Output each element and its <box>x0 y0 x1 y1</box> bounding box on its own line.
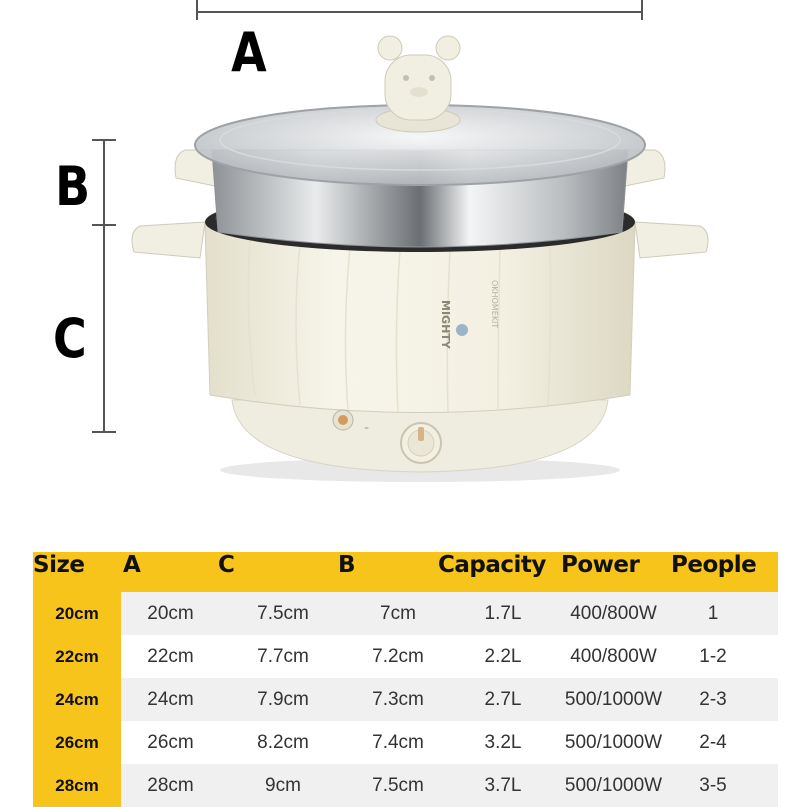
dimension-bc-line <box>92 140 116 432</box>
dimension-a-label: A <box>231 21 267 84</box>
cell-size: 20cm <box>33 592 121 635</box>
cell-c: 9cm <box>265 774 301 796</box>
header-capacity: Capacity <box>438 552 546 578</box>
dimension-b-label: B <box>55 155 91 218</box>
cell-size: 26cm <box>33 721 121 764</box>
cell-c: 8.2cm <box>257 731 309 753</box>
cell-size: 22cm <box>33 635 121 678</box>
cell-c: 7.9cm <box>257 688 309 710</box>
cell-size: 28cm <box>33 764 121 807</box>
header-size: Size <box>33 552 85 578</box>
cell-a: 24cm <box>147 688 194 710</box>
cell-b: 7.5cm <box>372 774 424 796</box>
cell-capacity: 2.7L <box>484 688 522 710</box>
cell-people: 2-4 <box>699 731 727 753</box>
table-header-row <box>33 552 778 592</box>
cell-power: 400/800W <box>570 602 657 624</box>
cell-b: 7cm <box>380 602 416 624</box>
cell-power: 500/1000W <box>564 688 663 710</box>
cell-b: 7.3cm <box>372 688 424 710</box>
table-row <box>33 592 778 635</box>
cell-people: 1 <box>707 602 719 624</box>
cell-a: 26cm <box>147 731 194 753</box>
dimension-a-line <box>197 0 642 20</box>
cell-capacity: 2.2L <box>484 645 522 667</box>
cell-b: 7.4cm <box>372 731 424 753</box>
header-people: People <box>671 552 757 578</box>
header-a: A <box>123 552 141 578</box>
cell-size: 24cm <box>33 678 121 721</box>
dimension-c-label: C <box>52 307 87 370</box>
cell-a: 20cm <box>147 602 194 624</box>
cell-power: 500/1000W <box>564 731 663 753</box>
header-c: C <box>218 552 235 578</box>
table-row <box>33 721 778 764</box>
cell-capacity: 3.7L <box>484 774 522 796</box>
cell-capacity: 1.7L <box>484 602 522 624</box>
cell-capacity: 3.2L <box>484 731 522 753</box>
svg-text:MIGHTY: MIGHTY <box>439 300 452 349</box>
svg-text:≈: ≈ <box>364 425 370 432</box>
cell-a: 28cm <box>147 774 194 796</box>
cell-people: 2-3 <box>699 688 727 710</box>
lid-knob-icon <box>376 36 460 132</box>
cell-power: 400/800W <box>570 645 657 667</box>
table-row <box>33 678 778 721</box>
cell-power: 500/1000W <box>564 774 663 796</box>
header-b: B <box>338 552 356 578</box>
table-row <box>33 764 778 807</box>
size-spec-table <box>33 552 778 807</box>
indicator-light-icon <box>333 410 353 430</box>
svg-text:OKHOMEKIT: OKHOMEKIT <box>490 280 499 329</box>
cell-a: 22cm <box>147 645 194 667</box>
cell-people: 1-2 <box>699 645 727 667</box>
cell-b: 7.2cm <box>372 645 424 667</box>
cell-people: 3-5 <box>699 774 727 796</box>
cell-c: 7.7cm <box>257 645 309 667</box>
cell-c: 7.5cm <box>257 602 309 624</box>
header-power: Power <box>561 552 640 578</box>
temperature-knob-icon <box>401 423 441 463</box>
table-row <box>33 635 778 678</box>
